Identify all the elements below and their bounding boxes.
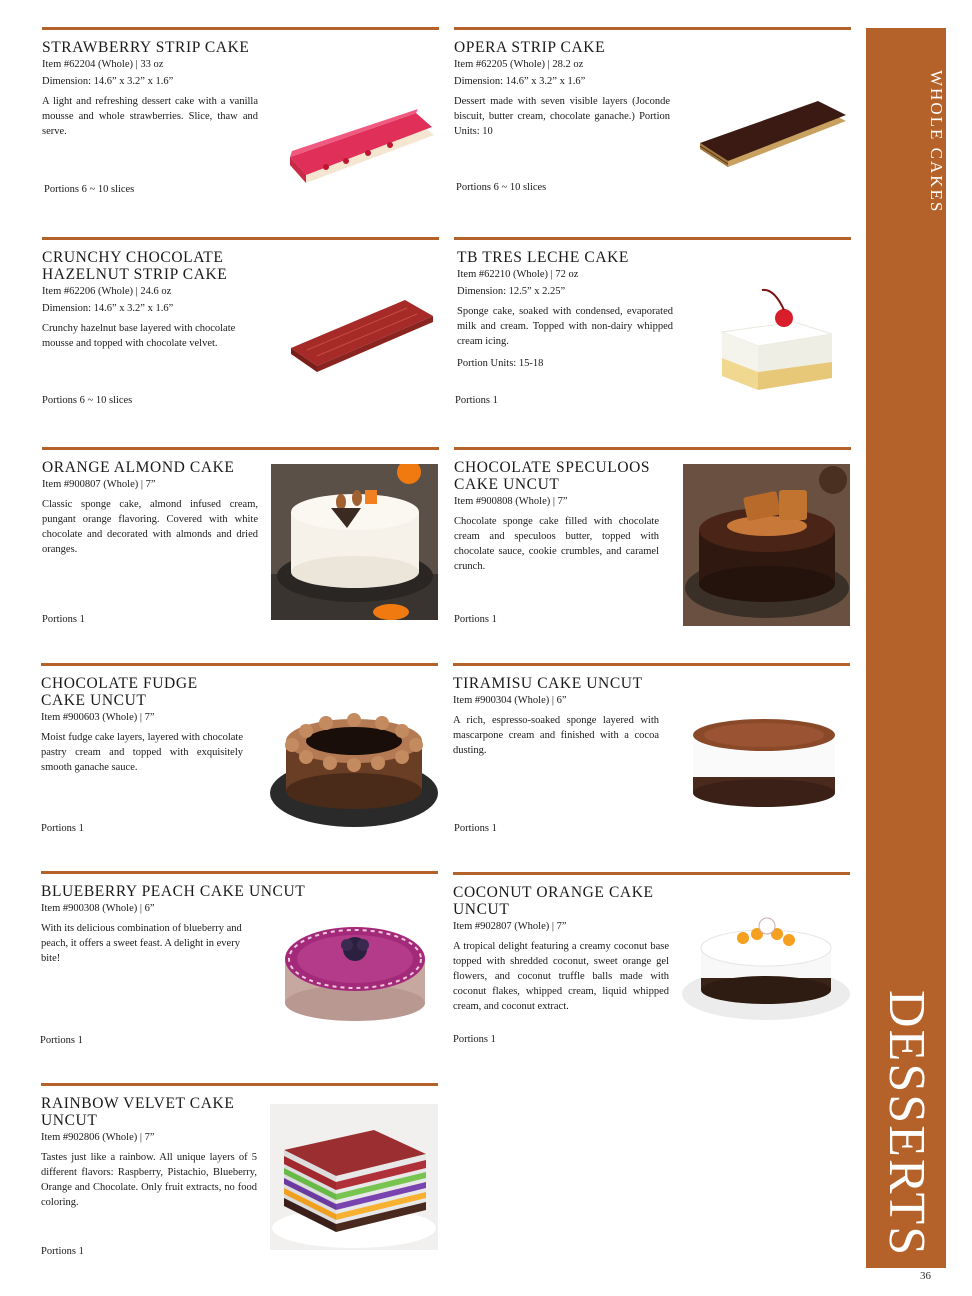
product-item-number: Item #62204 (Whole) | 33 oz xyxy=(42,59,164,70)
product-portions: Portions 1 xyxy=(40,1035,83,1046)
product-description: Crunchy hazelnut base layered with chocolate mousse and topped with chocolate velvet. xyxy=(42,323,236,349)
product-description: Sponge cake, soaked with condensed, evaporated milk and cream. Topped with non-dairy whipped cream icing. xyxy=(457,306,673,347)
card-divider xyxy=(454,237,851,240)
product-card-strawberry-strip-cake xyxy=(42,27,439,212)
product-item-number: Item #900808 (Whole) | 7” xyxy=(454,496,568,507)
category-label: DESSERTS xyxy=(878,990,935,1258)
strawberry-strip-cake-image xyxy=(286,107,436,197)
product-portions: Portions 1 xyxy=(42,614,85,625)
product-item-number: Item #902806 (Whole) | 7” xyxy=(41,1132,155,1143)
product-title: OPERA STRIP CAKE xyxy=(454,39,606,56)
product-title: CRUNCHY CHOCOLATE HAZELNUT STRIP CAKE xyxy=(42,249,228,283)
product-item-number: Item #900603 (Whole) | 7” xyxy=(41,712,155,723)
blueberry-peach-cake-image xyxy=(281,915,429,1030)
product-dimension: Dimension: 14.6” x 3.2” x 1.6” xyxy=(454,76,586,87)
product-portion-units: Portion Units: 15-18 xyxy=(457,358,544,369)
product-portions: Portions 6 ~ 10 slices xyxy=(42,395,133,406)
product-card-coconut-orange-cake xyxy=(453,872,850,1057)
product-card-tiramisu-cake xyxy=(453,663,850,848)
product-portions: Portions 6 ~ 10 slices xyxy=(456,182,547,193)
product-dimension: Dimension: 14.6” x 3.2” x 1.6” xyxy=(42,76,174,87)
card-divider xyxy=(453,663,850,666)
product-title: RAINBOW VELVET CAKE UNCUT xyxy=(41,1095,235,1129)
chocolate-fudge-cake-image xyxy=(270,701,438,831)
product-dimension: Dimension: 14.6” x 3.2” x 1.6” xyxy=(42,303,174,314)
product-description: Dessert made with seven visible layers (Joconde biscuit, butter cream, chocolate ganache.) Portion Units: 10 xyxy=(454,96,670,137)
card-divider xyxy=(41,1083,438,1086)
rainbow-velvet-cake-image xyxy=(270,1104,438,1250)
product-portions: Portions 1 xyxy=(41,1246,84,1257)
product-title: TIRAMISU CAKE UNCUT xyxy=(453,675,643,692)
product-portions: Portions 1 xyxy=(454,614,497,625)
card-divider xyxy=(454,447,851,450)
product-title: TB TRES LECHE CAKE xyxy=(457,249,629,266)
product-portions: Portions 1 xyxy=(455,395,498,406)
product-portions: Portions 6 ~ 10 slices xyxy=(44,184,135,195)
product-item-number: Item #902807 (Whole) | 7” xyxy=(453,921,567,932)
product-card-opera-strip-cake xyxy=(454,27,851,212)
section-label: WHOLE CAKES xyxy=(927,70,946,214)
product-title: COCONUT ORANGE CAKE UNCUT xyxy=(453,884,654,918)
product-portions: Portions 1 xyxy=(453,1034,496,1045)
product-description: Tastes just like a rainbow. All unique layers of 5 different flavors: Raspberry, Pistachio, Blueberry, Orange and Chocolate. Only fruit extracts, no food coloring. xyxy=(41,1152,257,1208)
product-card-rainbow-velvet-cake xyxy=(41,1083,438,1268)
product-item-number: Item #62210 (Whole) | 72 oz xyxy=(457,269,579,280)
tiramisu-cake-image xyxy=(689,713,839,813)
card-divider xyxy=(42,447,439,450)
category-sidebar xyxy=(866,28,946,1268)
product-item-number: Item #900807 (Whole) | 7” xyxy=(42,479,156,490)
product-description: Classic sponge cake, almond infused cream, pungant orange flavoring. Covered with white chocolate and decorated with almonds and dried oranges. xyxy=(42,499,258,555)
page-number: 36 xyxy=(920,1270,931,1282)
card-divider xyxy=(454,27,851,30)
chocolate-speculoos-cake-image xyxy=(683,464,850,626)
card-divider xyxy=(41,871,438,874)
card-divider xyxy=(41,663,438,666)
product-card-orange-almond-cake xyxy=(42,447,439,642)
product-item-number: Item #62205 (Whole) | 28.2 oz xyxy=(454,59,584,70)
product-card-chocolate-speculoos-cake xyxy=(454,447,851,642)
product-card-chocolate-fudge-cake xyxy=(41,663,438,848)
product-description: A tropical delight featuring a creamy coconut base topped with shredded coconut, sweet orange gel flowers, and coconut truffle balls made with coconut flakes, whipped cream, liquid whipped cream, and coconut extract. xyxy=(453,941,669,1012)
product-title: STRAWBERRY STRIP CAKE xyxy=(42,39,250,56)
product-description: A rich, espresso-soaked sponge layered with mascarpone cream and finished with a cocoa dusting. xyxy=(453,715,659,756)
product-description: A light and refreshing dessert cake with a vanilla mousse and whole strawberries. Slice, thaw and serve. xyxy=(42,96,258,137)
card-divider xyxy=(453,872,850,875)
product-description: Moist fudge cake layers, layered with chocolate pastry cream and topped with exquisitely smooth ganache sauce. xyxy=(41,732,243,773)
product-item-number: Item #62206 (Whole) | 24.6 oz xyxy=(42,286,172,297)
product-dimension: Dimension: 12.5” x 2.25” xyxy=(457,286,566,297)
coconut-orange-cake-image xyxy=(681,914,851,1024)
product-title: ORANGE ALMOND CAKE xyxy=(42,459,235,476)
product-title: BLUEBERRY PEACH CAKE UNCUT xyxy=(41,883,306,900)
product-card-tb-tres-leche-cake xyxy=(454,237,851,422)
product-description: With its delicious combination of blueberry and peach, it offers a sweet feast. A delight in every bite! xyxy=(41,923,242,964)
card-divider xyxy=(42,237,439,240)
product-description: Chocolate sponge cake filled with chocolate cream and speculoos butter, topped with chocolate sauce, cookie crumbles, and caramel crunch. xyxy=(454,516,659,572)
product-title: CHOCOLATE FUDGE CAKE UNCUT xyxy=(41,675,198,709)
orange-almond-cake-image xyxy=(271,464,438,620)
product-card-blueberry-peach-cake xyxy=(41,871,438,1056)
card-divider xyxy=(42,27,439,30)
product-portions: Portions 1 xyxy=(41,823,84,834)
opera-strip-cake-image xyxy=(698,97,848,187)
product-title: CHOCOLATE SPECULOOS CAKE UNCUT xyxy=(454,459,651,493)
product-portions: Portions 1 xyxy=(454,823,497,834)
crunchy-chocolate-hazelnut-cake-image xyxy=(287,292,437,377)
tres-leche-cake-image xyxy=(714,282,844,397)
product-item-number: Item #900304 (Whole) | 6” xyxy=(453,695,567,706)
product-item-number: Item #900308 (Whole) | 6” xyxy=(41,903,155,914)
product-card-crunchy-chocolate-hazelnut-strip-cake xyxy=(42,237,439,422)
